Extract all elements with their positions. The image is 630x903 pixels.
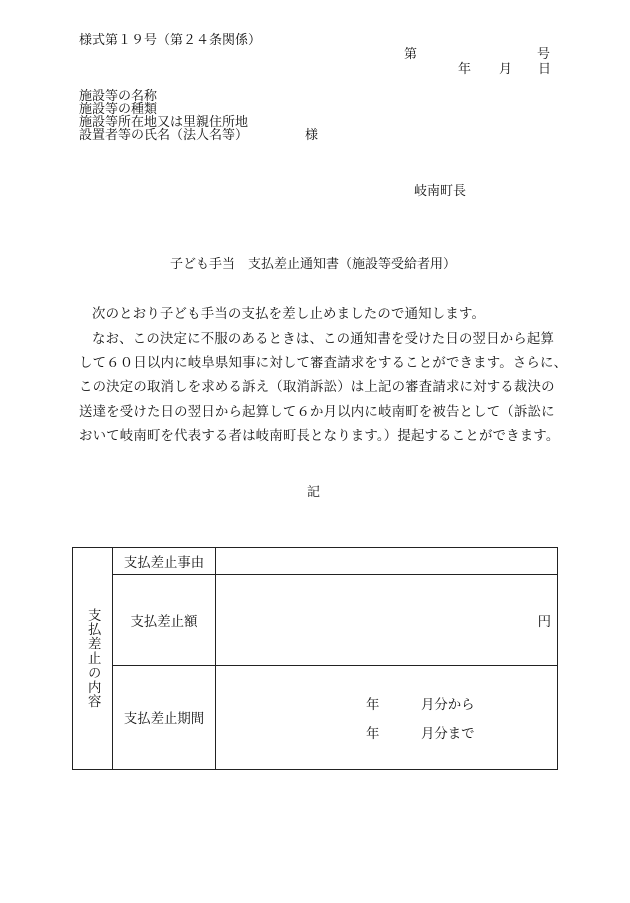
sender-name: 岐南町長: [414, 184, 467, 199]
amount-unit: 円: [537, 614, 551, 630]
table-row-amount: [73, 575, 558, 666]
honorific: 様: [305, 128, 319, 143]
body-paragraph-2-line-3: この決定の取消しを求める訴え（取消訴訟）は上記の審査請求に対する裁決の: [79, 380, 555, 395]
table-row-reason: [73, 548, 558, 575]
ki-marker: 記: [307, 485, 321, 500]
facility-address-label: 施設等所在地又は里親住所地: [79, 115, 249, 130]
payment-suspension-table: [72, 547, 558, 770]
doc-number-suffix: 号: [537, 47, 551, 62]
facility-name-label: 施設等の名称: [79, 89, 158, 104]
date-day: 日: [538, 62, 552, 77]
founder-name-label: 設置者等の氏名（法人名等）: [79, 128, 249, 143]
amount-value-field[interactable]: [216, 575, 558, 666]
period-value-field[interactable]: [216, 666, 558, 770]
period-to-year: 年: [366, 727, 380, 742]
period-from-year: 年: [366, 698, 380, 713]
form-number: 様式第１９号（第２４条関係）: [79, 33, 262, 48]
period-label: 支払差止期間: [113, 666, 216, 770]
side-label: 支払差止の内容: [85, 608, 101, 709]
amount-label: 支払差止額: [113, 575, 216, 666]
facility-type-label: 施設等の種類: [79, 102, 158, 117]
period-to-month: 月分まで: [421, 727, 475, 742]
reason-value-field[interactable]: [216, 548, 558, 575]
body-paragraph-1: 次のとおり子ども手当の支払を差し止めましたので通知します。: [92, 307, 486, 322]
body-paragraph-2-line-1: なお、この決定に不服のあるときは、この通知書を受けた日の翌日から起算: [92, 332, 555, 347]
body-paragraph-2-line-4: 送達を受けた日の翌日から起算して６か月以内に岐南町を被告として（訴訟に: [79, 405, 555, 420]
date-year: 年: [458, 62, 472, 77]
body-paragraph-2-line-2: して６０日以内に岐阜県知事に対して審査請求をすることができます。さらに、: [79, 356, 568, 371]
period-lines: [216, 666, 557, 769]
reason-label: 支払差止事由: [113, 548, 216, 575]
doc-number-prefix: 第: [404, 47, 418, 62]
body-paragraph-2-line-5: おいて岐南町を代表する者は岐南町長となります。）提起することができます。: [79, 429, 560, 444]
side-label-cell: [73, 548, 113, 770]
document-title: 子ども手当 支払差止通知書（施設等受給者用）: [170, 257, 457, 272]
period-from-month: 月分から: [421, 698, 475, 713]
date-month: 月: [499, 62, 513, 77]
table-row-period: [73, 666, 558, 770]
